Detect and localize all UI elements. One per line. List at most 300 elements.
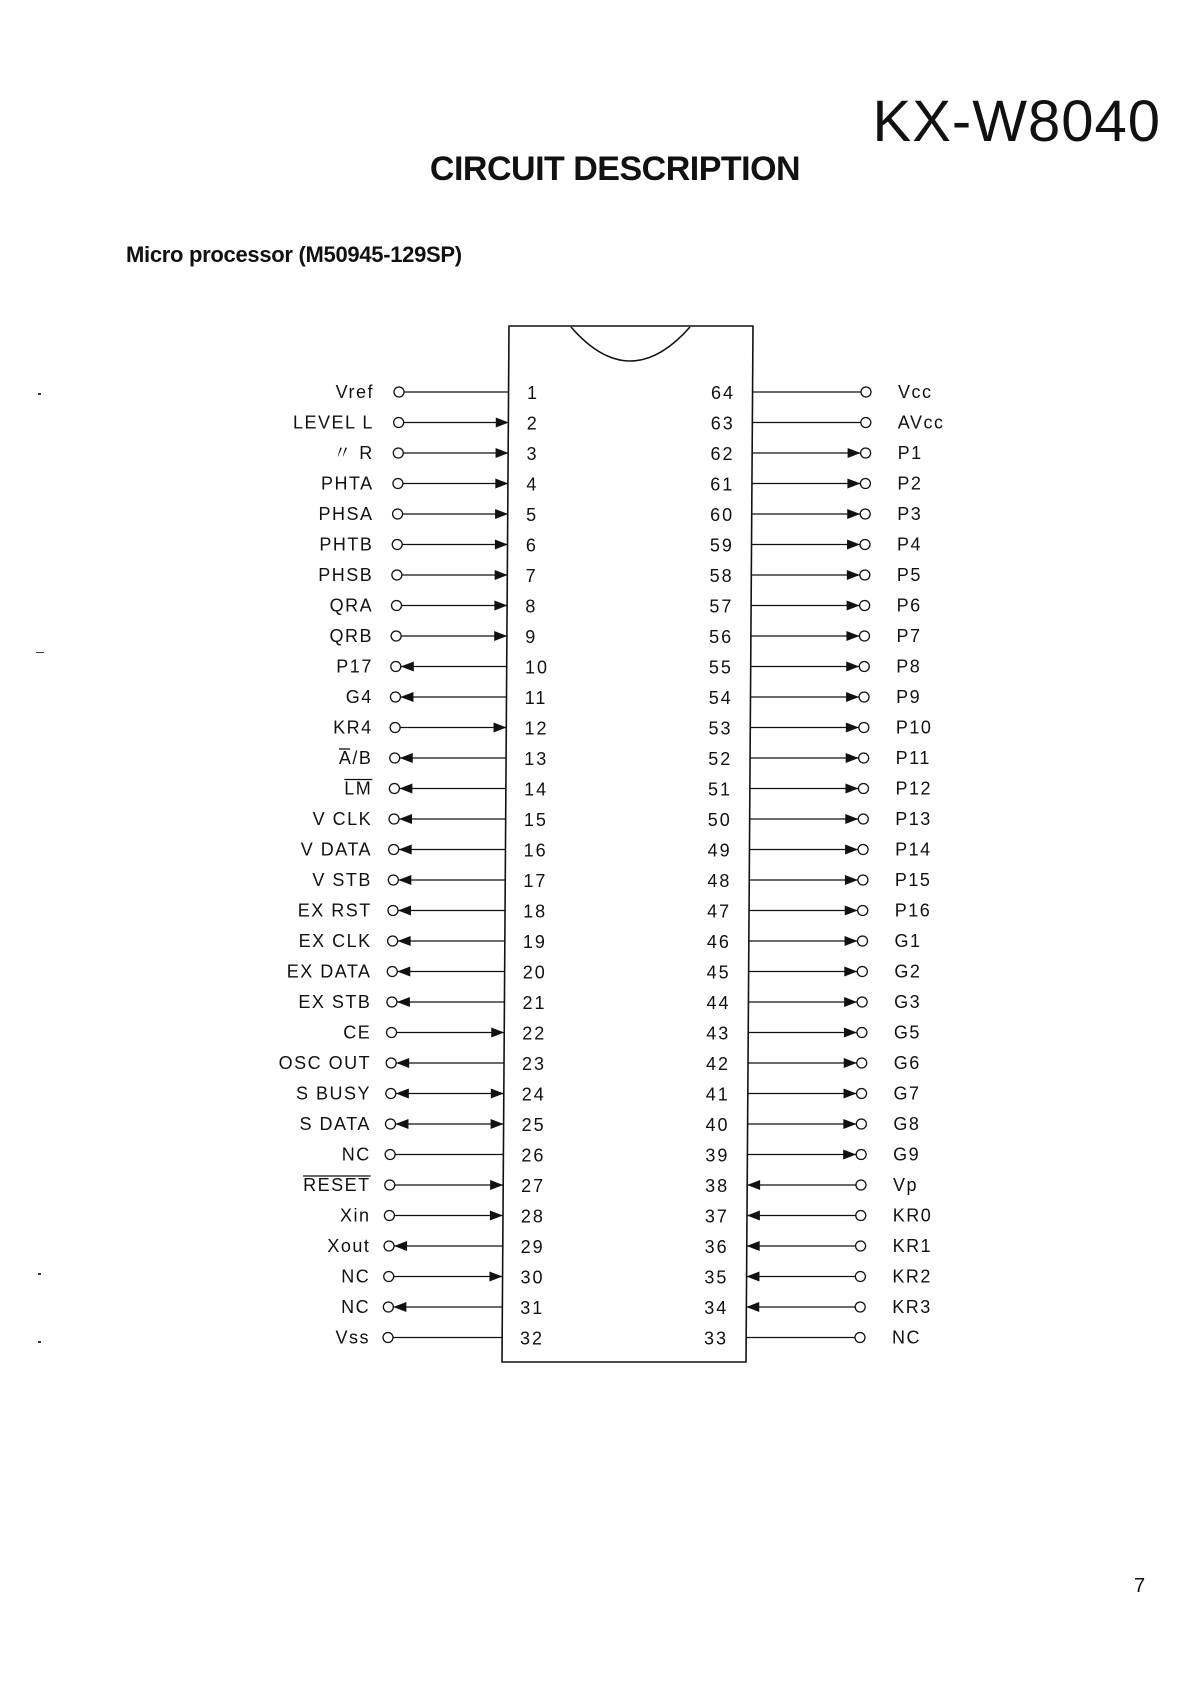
pin-62 [711,443,923,464]
pin-number: 29 [520,1237,545,1257]
pin-label: EX DATA [286,961,372,982]
arrow-out-icon [847,540,860,550]
pin-terminal [383,1302,393,1312]
pin-label: AVcc [897,412,945,433]
arrow-in-icon [495,570,508,580]
pin-number: 27 [521,1176,546,1196]
pin-terminal [860,540,870,550]
pin-54 [709,687,921,708]
pin-terminal [856,1180,866,1190]
arrow-in-icon [495,479,508,489]
pin-label: P17 [336,656,373,677]
arrow-out-icon [845,784,858,794]
pin-52 [708,748,931,769]
pin-label: QRA [329,595,374,616]
arrow-in-icon [747,1241,760,1251]
pin-label: G4 [345,687,373,707]
pin-12 [333,718,548,739]
pin-25 [300,1114,546,1135]
pin-29 [327,1236,544,1257]
pin-number: 26 [521,1145,546,1166]
pin-terminal [392,570,402,580]
pin-number: 19 [522,932,547,952]
arrow-in-icon [489,1272,502,1282]
pin-terminal [388,936,398,946]
chip-notch [571,327,690,361]
pin-terminal [859,631,869,641]
pin-number: 35 [704,1267,729,1288]
pin-number: 10 [524,657,549,678]
pin-number: 58 [709,566,734,586]
pin-terminal [860,601,870,611]
pin-number: 39 [705,1145,730,1166]
pin-terminal [858,784,868,794]
pin-5 [318,504,538,525]
pin-number: 56 [709,627,734,647]
pin-number: 18 [523,901,548,922]
pin-terminal [392,601,402,611]
pin-number: 51 [708,779,733,800]
model-number: KX-W8040 [872,89,1161,154]
pin-38 [705,1175,918,1196]
pin-terminal [393,479,403,489]
pin-number: 57 [709,596,734,617]
pin-number: 2 [526,413,539,434]
pin-label: EX STB [298,992,372,1012]
pin-label: P7 [896,626,922,646]
pin-label: CE [343,1022,372,1043]
pin-number: 31 [520,1298,545,1318]
pin-20 [287,962,547,983]
pin-number: 13 [524,749,549,769]
pin-57 [709,596,921,617]
pin-label: P16 [894,900,932,921]
pin-terminal [856,1150,866,1160]
pin-10 [336,657,549,678]
pin-label: NC [341,1144,371,1165]
pin-33 [704,1328,921,1349]
arrow-in-icon [491,1028,504,1038]
arrow-out-icon [397,967,410,977]
pin-label: Vcc [898,382,933,402]
pin-terminal [859,753,869,763]
pin-terminal [860,570,870,580]
pin-terminal [387,1028,397,1038]
pin-terminal [859,723,869,733]
pin-53 [708,718,932,739]
arrow-out-icon [400,753,413,763]
pin-number: 15 [523,810,548,830]
scan-mark [38,1273,41,1275]
pin-label: Vp [892,1175,918,1195]
pin-terminal [855,1302,865,1312]
pin-number: 21 [522,993,547,1013]
pin-label: S DATA [299,1114,371,1134]
pin-55 [709,657,921,678]
pin-number: 54 [708,688,733,708]
pin-number: 7 [525,566,538,586]
pin-label: P15 [894,870,932,890]
pin-terminal [856,1211,866,1221]
pin-terminal [384,1211,394,1221]
pin-number: 36 [704,1237,729,1257]
pin-label: PHTA [320,473,374,494]
arrow-in-icon [496,418,509,428]
pin-terminal [388,875,398,885]
pin-45 [707,962,922,983]
arrow-in-icon [746,1272,759,1282]
pin-terminal [859,692,869,702]
pin-number: 1 [527,383,540,403]
arrow-out-icon [399,784,412,794]
pin-number: 14 [524,779,549,800]
arrow-in-icon [495,540,508,550]
pin-label: P2 [897,473,923,494]
pin-46 [707,931,922,952]
pin-number: 17 [523,871,548,891]
pin-label: P8 [896,656,922,677]
pin-label: V DATA [300,839,373,860]
arrow-in-icon [747,1180,760,1190]
pin-number: 37 [704,1206,729,1227]
arrow-in-icon [494,631,507,641]
pin-label: S BUSY [296,1083,372,1104]
arrow-out-icon [396,1089,409,1099]
pin-24 [296,1084,546,1105]
pin-label: G8 [893,1114,921,1134]
arrow-in-icon [495,509,508,519]
arrow-out-icon [847,509,860,519]
pin-label: G1 [894,931,922,951]
pin-label: P14 [895,839,932,860]
pin-terminal [389,784,399,794]
pin-number: 46 [706,932,731,952]
pin-label: LM [344,778,373,799]
page-title: CIRCUIT DESCRIPTION [429,150,801,188]
pin-40 [706,1114,921,1135]
pin-terminal [855,1272,865,1282]
pin-6 [319,535,538,556]
pin-label: PHTB [319,534,374,555]
pin-label: NC [341,1297,371,1317]
pin-label: KR1 [892,1236,933,1256]
pin-terminal [861,448,871,458]
arrow-out-icon [847,601,860,611]
arrow-out-icon [394,1241,407,1251]
pin-terminal [858,936,868,946]
pin-number: 52 [708,749,733,769]
pin-31 [341,1297,544,1318]
pin-terminal [861,387,871,397]
pin-label: Xin [340,1205,371,1226]
pin-56 [709,626,921,647]
arrow-out-icon [843,1150,856,1160]
pin-label: P10 [895,717,933,738]
pin-terminal [857,967,867,977]
pin-label: KR3 [892,1297,932,1317]
pin-9 [329,626,537,647]
pin-label: P4 [897,534,923,555]
pin-label: KR2 [892,1266,932,1287]
pin-36 [705,1236,932,1257]
pin-label: PHSA [318,504,374,524]
pin-terminal [860,509,870,519]
section-title: Micro processor (M50945-129SP) [126,242,462,267]
pin-number: 60 [710,505,735,525]
arrow-in-icon [491,1089,504,1099]
pin-number: 45 [706,962,731,983]
pin-58 [710,565,922,586]
pin-number: 33 [703,1328,728,1349]
pin-23 [279,1053,546,1074]
pin-4 [321,474,538,495]
pin-number: 11 [524,688,548,708]
arrow-in-icon [747,1211,760,1221]
pin-number: 43 [706,1023,731,1044]
pin-number: 50 [707,810,732,830]
pin-label: P6 [896,595,922,616]
pin-terminal [858,875,868,885]
arrow-out-icon [844,997,857,1007]
pin-terminal [385,1150,395,1160]
pin-terminal [383,1333,393,1343]
pin-terminal [391,631,401,641]
pin-terminal [387,997,397,1007]
pin-label: EX RST [297,900,372,921]
pin-number: 62 [710,444,735,464]
pin-41 [706,1084,921,1105]
arrow-out-icon [397,997,410,1007]
scan-mark [36,652,44,653]
scan-mark [38,393,41,395]
pin-48 [707,870,931,891]
pin-number: 41 [705,1084,730,1105]
pin-number: 4 [526,474,539,495]
pin-label: G9 [893,1144,921,1165]
arrow-in-icon [491,1119,504,1129]
pin-label: KR0 [892,1205,933,1226]
pin-22 [343,1023,546,1044]
pin-label: Vss [335,1327,370,1348]
pin-terminal [856,1241,866,1251]
pin-11 [346,687,548,708]
arrow-out-icon [844,967,857,977]
pin-label: P3 [897,504,923,524]
pin-14 [344,779,548,800]
arrow-in-icon [490,1211,503,1221]
pin-terminal [861,418,871,428]
pin-label: V CLK [312,809,373,829]
pin-label: P11 [895,748,931,768]
arrow-out-icon [393,1302,406,1312]
pin-number: 20 [522,962,547,983]
pin-number: 64 [710,383,735,403]
pin-18 [298,901,547,922]
arrow-out-icon [846,692,859,702]
pin-37 [705,1206,932,1227]
arrow-out-icon [398,906,411,916]
pin-number: 22 [522,1023,547,1044]
pin-terminal [388,906,398,916]
pin-number: 24 [521,1084,546,1105]
pin-number: 9 [525,627,538,647]
arrow-out-icon [399,845,412,855]
pin-label: P13 [895,809,932,829]
pin-number: 63 [710,413,735,434]
pin-terminal [390,753,400,763]
pin-label: NC [892,1327,921,1348]
arrow-in-icon [490,1180,503,1190]
pin-number: 3 [526,444,539,464]
pin-label: EX CLK [298,931,372,951]
arrow-out-icon [845,845,858,855]
pin-50 [708,809,932,830]
left-pin-group [279,382,549,1349]
pin-terminal [857,1058,867,1068]
page-number: 7 [1134,1575,1146,1597]
arrow-out-icon [844,1028,857,1038]
pin-19 [299,931,547,952]
pin-number: 8 [525,596,538,617]
pin-number: 42 [706,1054,731,1074]
pin-51 [708,779,932,800]
pin-number: 40 [705,1115,730,1135]
pin-terminal [394,387,404,397]
pin-number: 53 [708,718,733,739]
arrow-in-icon [746,1302,759,1312]
arrow-out-icon [395,1119,408,1129]
pin-terminal [856,1119,866,1129]
pin-label: KR4 [333,717,373,738]
arrow-out-icon [847,570,860,580]
pin-terminal [386,1058,396,1068]
pin-terminal [384,1241,394,1251]
pin-terminal [391,662,401,672]
pin-number: 47 [707,901,732,922]
arrow-out-icon [848,448,861,458]
arrow-out-icon [845,906,858,916]
pin-terminal [857,1089,867,1099]
pin-7 [318,565,537,586]
arrow-out-icon [401,662,414,672]
arrow-out-icon [398,936,411,946]
pin-42 [706,1053,921,1074]
pin-number: 5 [526,505,539,525]
arrow-in-icon [496,448,509,458]
pin-49 [708,840,932,861]
pin-number: 16 [523,840,548,861]
arrow-out-icon [846,723,859,733]
pin-terminal [857,1028,867,1038]
arrow-out-icon [845,936,858,946]
pin-label: G6 [893,1053,921,1073]
pin-terminal [394,418,404,428]
pin-terminal [393,448,403,458]
pin-terminal [390,692,400,702]
pin-61 [710,474,922,495]
pin-47 [707,901,931,922]
pin-terminal [858,814,868,824]
pin-label: V STB [312,870,372,890]
arrow-out-icon [846,631,859,641]
pin-number: 59 [709,535,734,556]
pin-label: G2 [894,961,922,982]
pin-number: 48 [707,871,732,891]
pin-label: P12 [895,778,933,799]
pin-terminal [386,1089,396,1099]
pin-terminal [385,1180,395,1190]
pin-label: PHSB [318,565,374,585]
pin-terminal [384,1272,394,1282]
pin-15 [313,809,548,830]
pin-label: P1 [897,443,923,463]
pin-number: 25 [521,1115,546,1135]
pin-terminal [387,967,397,977]
pin-label: 〃 R [333,443,374,463]
pin-13 [339,748,548,769]
arrow-out-icon [846,662,859,672]
pin-number: 23 [522,1054,547,1074]
pin-terminal [390,723,400,733]
pin-2 [293,413,539,434]
pin-terminal [389,814,399,824]
scan-mark [38,1341,41,1343]
arrow-out-icon [845,875,858,885]
pin-8 [330,596,538,617]
pin-number: 12 [524,718,549,739]
arrow-out-icon [845,814,858,824]
pin-44 [706,992,921,1013]
pin-number: 34 [704,1298,729,1318]
pin-terminal [389,845,399,855]
pin-terminal [857,997,867,1007]
pin-label: RESET [303,1175,371,1195]
pin-16 [301,840,548,861]
pin-21 [298,992,546,1013]
pin-59 [710,535,922,556]
pin-label: Xout [327,1236,371,1256]
pin-number: 32 [520,1328,545,1349]
pin-label: P9 [896,687,922,707]
arrow-in-icon [494,601,507,611]
arrow-out-icon [847,479,860,489]
arrow-out-icon [396,1058,409,1068]
pin-terminal [392,540,402,550]
pin-label: G7 [893,1083,921,1104]
right-pin-group [704,382,945,1349]
pin-number: 44 [706,993,731,1013]
pin-number: 38 [705,1176,730,1196]
pin-30 [341,1267,544,1288]
pin-number: 6 [525,535,538,556]
pin-label: Vref [335,382,374,402]
pin-26 [342,1145,546,1166]
pin-label: G5 [893,1022,921,1043]
pin-terminal [385,1119,395,1129]
pin-terminal [859,662,869,672]
pin-number: 28 [520,1206,545,1227]
pin-28 [340,1206,545,1227]
pin-terminal [858,845,868,855]
arrow-out-icon [398,875,411,885]
pin-label: A/B [338,748,373,768]
arrow-out-icon [844,1089,857,1099]
pin-terminal [858,906,868,916]
pin-terminal [393,509,403,519]
pin-27 [303,1175,545,1196]
pin-label: G3 [894,992,922,1012]
arrow-out-icon [844,1058,857,1068]
